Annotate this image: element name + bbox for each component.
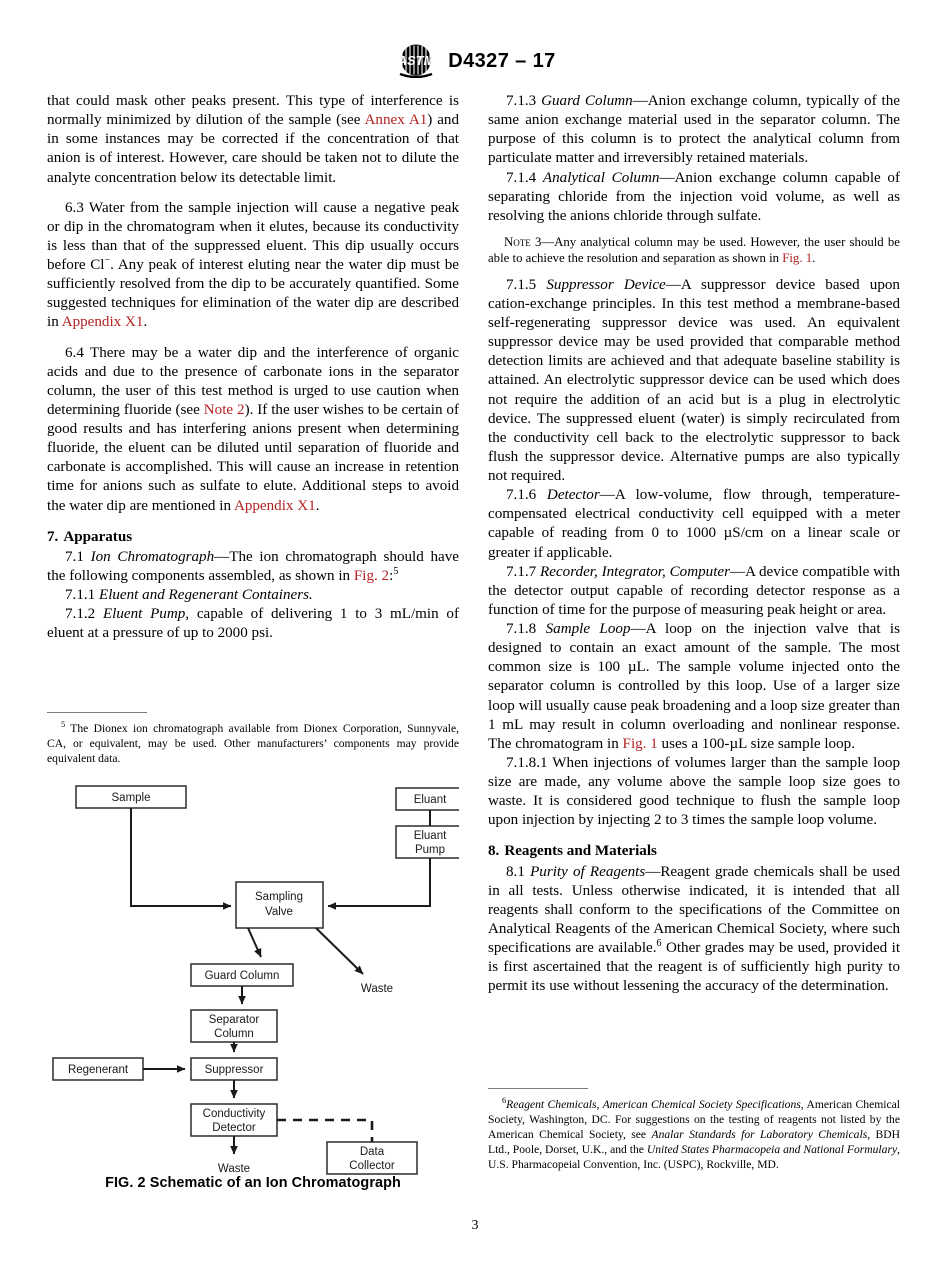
section-title: Reagents and Materials xyxy=(504,843,657,860)
page-header xyxy=(0,44,950,78)
paragraph-7-1 xyxy=(47,548,459,586)
paragraph-text: —Anion exchange column capable of separating chloride from the injection void volume, as well as resolving the anions chloride through sulfate. xyxy=(488,169,900,224)
paragraph-text: —The ion chromatograph should have the following components assembled, as shown in xyxy=(47,548,459,584)
paragraph-number: 8.1 xyxy=(506,863,525,880)
paragraph-text: capable of delivering 1 to 3 mL/min of eluent at a pressure of up to 2000 psi. xyxy=(47,606,459,642)
node-guard-column-label: Guard Column xyxy=(204,970,280,982)
citation-title: Reagent Chemicals, American Chemical Society Specifications xyxy=(506,1098,801,1111)
link-fig-1[interactable]: Fig. 1 xyxy=(622,735,658,752)
paragraph-7-1-3 xyxy=(488,92,900,169)
footnote-text-b: , BDH Ltd., Poole, Dorset, U.K., and the xyxy=(488,1127,901,1156)
node-data-collector-label-2: Collector xyxy=(349,1160,395,1172)
paragraph-7-1-4 xyxy=(488,169,900,226)
paragraph-number: 7.1.6 xyxy=(506,487,537,504)
paragraph-number: 7.1.3 xyxy=(506,93,537,109)
term-italic: Suppressor Device xyxy=(546,276,666,293)
schematic-svg xyxy=(47,778,459,1178)
node-sampling-valve-box xyxy=(236,882,323,928)
node-data-collector-label-1: Data xyxy=(359,1146,385,1158)
link-fig-1-note[interactable]: Fig. 1 xyxy=(782,250,813,265)
paragraph-number: 7.1.1 xyxy=(65,587,96,603)
node-sampling-valve-label-1: Sampling xyxy=(255,891,303,903)
edge-detector-to-data-collector xyxy=(277,1120,372,1142)
paragraph-text: There may be a water dip and the interference of organic acids and due to the presence of carbonate ions in the separator column, the user of this test method is urged to use caution when determining fluoride (see xyxy=(47,344,459,418)
section-number: 7. xyxy=(47,528,59,545)
note-label: Note xyxy=(504,234,531,249)
node-eluant-pump-label-2: Pump xyxy=(414,844,446,856)
note-3 xyxy=(488,235,900,267)
term-italic: Eluent Pump, xyxy=(102,606,190,623)
term-italic: Recorder, Integrator, Computer xyxy=(540,563,730,580)
paragraph-text: Water from the sample injection will cause a negative peak or dip in the chromatogram when it elutes, because its conductivity is less than that of the suppressed eluent. This dip usually occurs before Cl xyxy=(47,199,459,273)
paragraph-text-end: . xyxy=(143,314,148,331)
edge-valve-to-guard xyxy=(248,928,261,957)
minus-superscript: − xyxy=(104,254,111,266)
node-separator-column-label-1: Separator xyxy=(208,1014,260,1026)
note-text: 3—Any analytical column may be used. However, the user should be able to achieve the resolution and separation as shown in xyxy=(488,234,900,265)
paragraph-text: —Reagent grade chemicals shall be used in all tests. Unless otherwise indicated, it is intended that all reagents shall conform to the specifications of the Committee on Analytical Reagents of the American Chemical Society, where such specifications are available. xyxy=(488,863,900,957)
footnote-text: , American Chemical Society, Washington, DC. For suggestions on the testing of reagents not listed by the American Chemical Society, see xyxy=(488,1098,900,1141)
edge-sample-to-valve xyxy=(131,808,231,906)
paragraph-number: 7.1.4 xyxy=(506,169,537,186)
footnote-ref-6[interactable]: 6 xyxy=(656,938,662,950)
paragraph-text-end: . xyxy=(315,497,320,514)
citation-title-b: Analar Standards for Laboratory Chemicals xyxy=(651,1127,868,1141)
svg-text:ASTM: ASTM xyxy=(397,53,435,68)
footnote-rule xyxy=(488,1088,588,1089)
paragraph-text: —A suppressor device based upon cation-exchange principles. In this test method a membrane-based self-regenerating suppressor device was used. An equivalent suppressor device may be used provided that comparable method detection limits are achieved and that adequate baseline stability is attained. An electrolytic suppressor device can be used which does not require the addition of an acid but is a plug in electrolytic device. The suppressed eluent (water) is simply recirculated from the conductivity cell back to the electrolytic suppressor to back flush the suppressor device. Alternative pumps are also typically not required. xyxy=(488,276,900,485)
paragraph-text: When injections of volumes larger than the sample loop size are made, any volume above the sample loop size goes to waste. It is considered good technique to flush the sample loop upon injection by injecting 2 to 3 times the sample loop volume. xyxy=(488,754,900,829)
node-separator-column-label-2: Column xyxy=(214,1028,254,1040)
paragraph-number: 7.1.5 xyxy=(506,276,537,293)
paragraph-7-1-8 xyxy=(488,620,900,754)
paragraph-text: that could mask other peaks present. This type of interference is normally minimized by dilution of the sample (see xyxy=(47,93,459,129)
link-appendix-x1-b[interactable]: Appendix X1 xyxy=(233,497,316,514)
footnote-6 xyxy=(488,1098,900,1172)
paragraph-text: —A device compatible with the detector output capable of recording detector response as a function of time for the purpose of measuring peak height or area. xyxy=(488,563,900,618)
footnote-ref-5[interactable]: 5 xyxy=(393,565,399,577)
paragraph-number: 6.4 xyxy=(65,344,84,361)
paragraph-number: 7.1 xyxy=(65,548,84,565)
term-italic: Purity of Reagents xyxy=(530,863,646,880)
figure-2-schematic xyxy=(47,778,459,1198)
paragraph-7-1-7 xyxy=(488,563,900,620)
link-fig-2[interactable]: Fig. 2 xyxy=(353,567,390,584)
term-italic: Ion Chromatograph xyxy=(90,548,215,565)
section-heading-7 xyxy=(47,528,459,547)
paragraph-7-1-6 xyxy=(488,486,900,563)
footnote-block-5 xyxy=(47,712,459,767)
paragraph-text: —A low-volume, flow through, temperature-compensated electrical conductivity cell equipped with a meter capable of reading from 0 to 1000 µS/cm on a linear scale or greater if applicable. xyxy=(488,487,900,561)
footnote-text: The Dionex ion chromatograph available from Dionex Corporation, Sunnyvale, CA, or equivalent, may be used. Other manufacturers’ components may provide equivalent data. xyxy=(47,722,459,765)
node-waste-top-label: Waste xyxy=(360,983,394,995)
node-eluant-pump-label-1: Eluant xyxy=(413,830,447,842)
paragraph-number: 6.3 xyxy=(65,199,84,216)
paragraph-text-end: Other grades may be used, provided it is first ascertained that the reagent is of sufficiently high purity to permit its use without lessening the accuracy of the determination. xyxy=(488,940,901,995)
node-eluant-label: Eluant xyxy=(413,794,447,806)
term-italic: Detector xyxy=(546,487,600,504)
right-text-column xyxy=(488,92,900,996)
footnote-marker: 5 xyxy=(61,720,66,730)
term-italic: Eluent and Regenerant Containers. xyxy=(98,587,313,603)
paragraph-7-1-2 xyxy=(47,605,459,643)
section-heading-8 xyxy=(488,842,900,861)
paragraph-number: 7.1.8 xyxy=(506,621,537,638)
node-sampling-valve-label-2: Valve xyxy=(265,906,293,918)
citation-title-c: United States Pharmacopeia and National Formulary xyxy=(646,1142,898,1156)
astm-logo-icon xyxy=(394,44,438,78)
paragraph-6-4 xyxy=(47,344,459,516)
paragraph-text-cont: : xyxy=(389,567,394,584)
page-number: 3 xyxy=(471,1218,479,1233)
term-italic: Analytical Column xyxy=(542,169,660,186)
paragraph-text-cont: . Any peak of interest eluting near the water dip must be sufficiently resolved from the dip to be accurately quantified. Some suggested techniques for elimination of the water dip are described in xyxy=(47,257,459,331)
paragraph-number: 7.1.2 xyxy=(65,606,96,623)
paragraph-7-1-1 xyxy=(47,586,459,605)
footnote-text-c: , U.S. Pharmacopeial Convention, Inc. (USPC), Rockville, MD. xyxy=(488,1142,901,1171)
paragraph-6-3 xyxy=(47,199,459,333)
paragraph-text: —A loop on the injection valve that is designed to contain an exact amount of the sample. The most common size is 100 µL. The sample volume injected onto the separator column is controlled by this loop. Use of a larger size loop will usually cause peak broadening and a loop size greater than 1 mL may result in column overloading and nonlinear response. The chromatogram in xyxy=(488,621,901,752)
paragraph-8-1 xyxy=(488,863,900,997)
section-title: Apparatus xyxy=(63,528,133,545)
node-conductivity-detector-label-1: Conductivity xyxy=(202,1108,266,1120)
node-suppressor-label: Suppressor xyxy=(204,1064,264,1076)
link-note-2[interactable]: Note 2 xyxy=(203,401,245,418)
paragraph-7-1-5 xyxy=(488,276,900,486)
node-conductivity-detector-label-2: Detector xyxy=(212,1122,256,1134)
paragraph-text-end: uses a 100-µL size sample loop. xyxy=(657,735,855,752)
paragraph-number: 7.1.8.1 xyxy=(506,754,548,771)
figure-2-caption: FIG. 2 Schematic of an Ion Chromatograph xyxy=(105,1175,401,1191)
note-text-end: . xyxy=(812,250,816,265)
term-italic: Guard Column xyxy=(541,93,633,109)
node-regenerant-label: Regenerant xyxy=(67,1064,129,1076)
edge-valve-to-waste xyxy=(316,928,363,974)
node-sample-label: Sample xyxy=(111,792,151,804)
link-appendix-x1[interactable]: Appendix X1 xyxy=(61,314,144,331)
footnote-rule xyxy=(47,712,147,713)
paragraph-continued xyxy=(47,92,459,188)
paragraph-text: —Anion exchange column, typically of the same anion exchange material used in the separator column. The purpose of this column is to protect the analytical column from particulate matter and irreversibly retained materials. xyxy=(488,93,900,167)
paragraph-number: 7.1.7 xyxy=(506,563,537,580)
link-annex-a1[interactable]: Annex A1 xyxy=(364,112,428,129)
node-waste-bottom-label: Waste xyxy=(217,1163,251,1175)
paragraph-text-cont: ). If the user wishes to be certain of good results and has interfering anions present when determining fluoride, the eluent can be diluted until separation of fluoride and carbonate is accomplished. This will cause an increase in retention time for anions such as sulfate to elute. Additional steps to avoid the water dip are mentioned in xyxy=(47,401,459,514)
standard-designation: D4327 – 17 xyxy=(448,49,556,72)
footnote-marker: 6 xyxy=(502,1096,507,1106)
edge-pump-to-valve xyxy=(328,858,430,906)
paragraph-text-cont: ) and in some instances may be corrected if the concentration of that anion is of interest. However, care should be taken not to dilute the analyte concentration below its detectable limit. xyxy=(47,112,459,186)
left-text-column xyxy=(47,92,459,643)
term-italic: Sample Loop xyxy=(545,621,631,638)
section-number: 8. xyxy=(488,843,500,860)
footnote-block-6 xyxy=(488,1088,900,1172)
paragraph-7-1-8-1 xyxy=(488,754,900,831)
footnote-5 xyxy=(47,722,459,767)
